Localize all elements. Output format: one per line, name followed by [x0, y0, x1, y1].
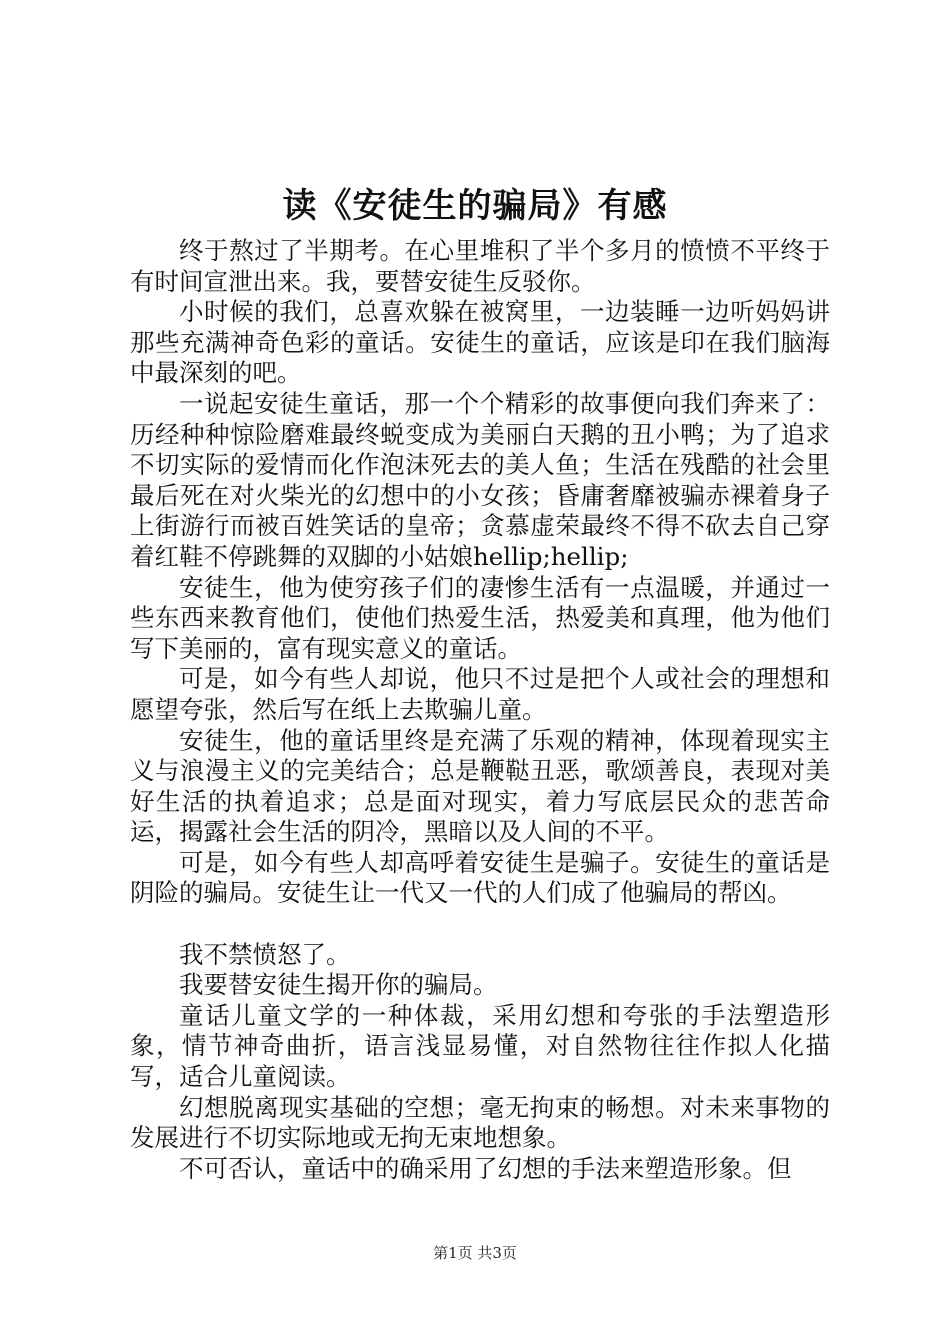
paragraph: 不可否认，童话中的确采用了幻想的手法来塑造形象。但	[179, 1153, 792, 1183]
page-number-footer: 第1页 共3页	[433, 1244, 517, 1262]
document-title: 读《安徒生的骗局》有感	[282, 186, 668, 226]
paragraph: 安徒生，他为使穷孩子们的凄惨生活有一点温暖，并通过一些东西来教育他们，使他们热爱生活，热爱美和真理，他为他们写下美丽的，富有现实意义的童话。	[130, 572, 830, 663]
paragraph: 小时候的我们，总喜欢躲在被窝里，一边装睡一边听妈妈讲那些充满神奇色彩的童话。安徒生的童话，应该是印在我们脑海中最深刻的吧。	[130, 297, 830, 388]
document-body	[130, 236, 830, 1184]
paragraph: 我要替安徒生揭开你的骗局。	[179, 970, 498, 1000]
paragraph: 可是，如今有些人却说，他只不过是把个人或社会的理想和愿望夸张，然后写在纸上去欺骗儿童。	[130, 664, 830, 724]
paragraph: 幻想脱离现实基础的空想；毫无拘束的畅想。对未来事物的发展进行不切实际地或无拘无束地想象。	[130, 1092, 830, 1153]
paragraph: 安徒生，他的童话里终是充满了乐观的精神，体现着现实主义与浪漫主义的完美结合；总是鞭鞑丑恶，歌颂善良，表现对美好生活的执着追求；总是面对现实，着力写底层民众的悲苦命运，揭露社会生活的阴冷，黑暗以及人间的不平。	[130, 725, 830, 847]
paragraph: 可是，如今有些人却高呼着安徒生是骗子。安徒生的童话是阴险的骗局。安徒生让一代又一代的人们成了他骗局的帮凶。	[130, 847, 830, 908]
paragraph: 童话儿童文学的一种体裁，采用幻想和夸张的手法塑造形象，情节神奇曲折，语言浅显易懂，对自然物往往作拟人化描写，适合儿童阅读。	[130, 1000, 830, 1092]
paragraph: 一说起安徒生童话，那一个个精彩的故事便向我们奔来了：历经种种惊险磨难最终蜕变成为美丽白天鹅的丑小鸭；为了追求不切实际的爱情而化作泡沫死去的美人鱼；生活在残酷的社会里最后死在对火柴光的幻想中的小女孩；昏庸奢靡被骗赤裸着身子上街游行而被百姓笑话的皇帝；贪慕虚荣最终不得不砍去自己穿着红鞋不停跳舞的双脚的小姑娘hellip;hellip;	[130, 388, 830, 571]
paragraph: 终于熬过了半期考。在心里堆积了半个多月的愤愤不平终于有时间宣泄出来。我，要替安徒生反驳你。	[130, 236, 830, 296]
paragraph: 我不禁愤怒了。	[179, 939, 351, 969]
